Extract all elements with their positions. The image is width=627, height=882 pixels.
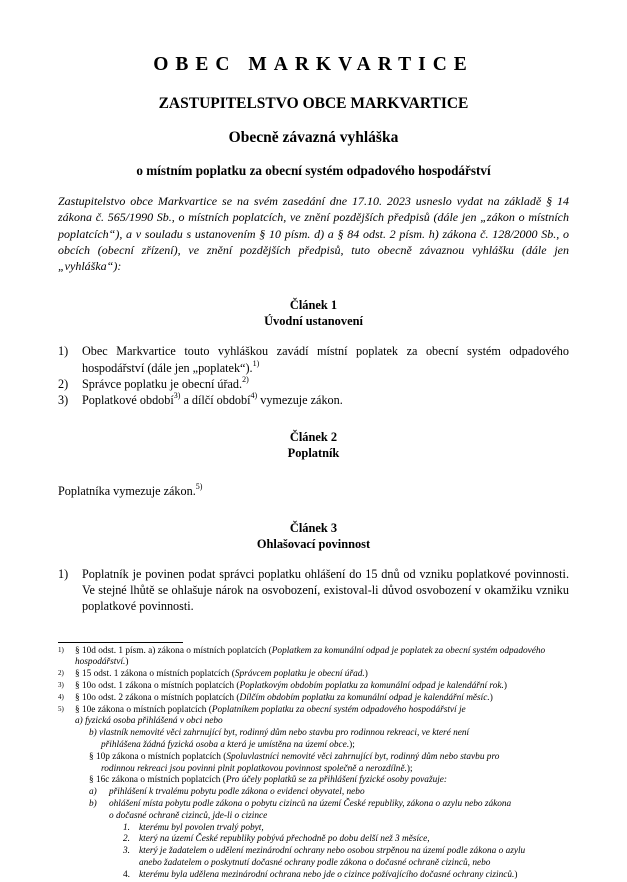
list-marker: 4. [123,869,130,880]
footnote-line [75,846,569,858]
footnote-quote: rodinnou rekreaci jsou povinni plnit poplatkovou povinnost společně a nerozdílně. [101,763,407,774]
footnote-quote: Poplatkovým obdobím poplatku za komunální odpad je kalendářní rok. [239,680,504,691]
municipality-heading: OBEC MARKVARTICE [153,54,474,75]
item-text: a dílčí období [180,393,251,408]
footnote-quote: kterému byl povolen trvalý pobyt, [139,822,264,833]
item-number: 2) [58,377,69,392]
article-2-body: Poplatníka vymezuje zákon. [58,483,196,498]
footnote-text: ) [503,680,507,691]
article-2-number: Článek 2 [289,429,338,444]
list-marker: 1. [123,822,130,833]
footnote-text: § 10o odst. 1 zákona o místních poplatcích ( [75,680,240,691]
footnote-text: § 10d odst. 1 písm. a) zákona o místních poplatcích ( [75,645,272,656]
footnote-quote: Dílčím obdobím poplatku za komunální odpad je kalendářní měsíc. [239,692,490,703]
footnote-quote: který je žadatelem o udělení mezinárodní ochrany nebo osobou strpěnou na území podle zákona o azylu [139,846,526,857]
item-number: 1) [58,344,69,359]
footnote-quote: ohlášení místa pobytu podle zákona o pobytu cizinců na území České republiky, zákona o azylu nebo zákona [109,798,512,809]
footnote-line [75,787,569,799]
list-marker: a) [89,787,97,798]
footnote-text: § 16c zákona o místních poplatcích ( [89,775,226,786]
footnote-3 [58,681,569,693]
document-subject-heading: o místním poplatku za obecní systém odpadového hospodářství [136,163,491,178]
footnote-line [75,858,569,870]
list-marker: 3. [123,846,130,857]
footnote-text: ); [406,763,413,774]
footnote-5 [58,705,569,882]
footnote-separator [58,642,183,643]
footnote-text: ) [514,869,518,880]
list-item [58,392,569,408]
footnote-quote: kterému byla udělena mezinárodní ochrana nebo jde o cizince požívajícího dočasné ochrany cizinců. [139,869,515,880]
footnote-line [75,823,569,835]
footnote-line [75,775,569,787]
footnote-text: ) [125,657,129,668]
footnote-line: b) vlastník nemovité věci zahrnující byt, rodinný dům nebo stavbu pro rodinnou rekreaci, ve které není [89,728,470,739]
footnote-text: ) [489,692,493,703]
footnote-mark: 1) [58,645,64,654]
footnote-line [75,740,569,752]
item-text: vymezuje zákon. [257,393,343,408]
footnote-mark: 3) [58,680,64,689]
footnote-2 [58,669,569,681]
list-marker: b) [89,798,97,809]
footnote-text: § 15 odst. 1 zákona o místních poplatcích ( [75,669,235,680]
list-item [58,376,569,392]
item-text: Správce poplatku je obecní úřad. [82,377,243,392]
article-1-list [58,343,569,408]
item-number: 1) [58,566,69,581]
council-heading: ZASTUPITELSTVO OBCE MARKVARTICE [158,95,469,112]
footnote-quote: Poplatkem za komunální odpad je poplatek za obecní systém odpadového hospodářství. [75,645,546,668]
footnote-line [75,752,569,764]
footnote-quote: Pro účely poplatků se za přihlášení fyzické osoby považuje: [225,775,448,786]
article-3-number: Článek 3 [289,520,338,535]
footnote-quote: Spoluvlastníci nemovité věci zahrnující byt, rodinný dům nebo stavbu pro [226,751,500,762]
footnote-line [75,799,569,811]
footnote-quote: Správcem poplatku je obecní úřad. [234,669,365,680]
footnote-quote: Poplatníkem poplatku za obecní systém odpadového hospodářství je [211,704,466,715]
footnote-line [75,870,569,882]
footnote-ref[interactable]: 5) [195,481,203,491]
footnote-quote: anebo žadatelem o poskytnutí dočasné ochrany podle zákona o dočasné ochraně cizinců, nebo [139,857,491,868]
list-marker: 2. [123,834,130,845]
article-3-list [58,566,569,615]
footnote-1 [58,646,569,670]
footnote-text: § 10p zákona o místních poplatcích ( [89,751,227,762]
item-number: 3) [58,393,69,408]
article-1-title: Úvodní ustanovení [264,314,363,329]
item-text: Obec Markvartice touto vyhláškou zavádí místní poplatek za obecní systém odpadového hospodářství (dále jen „poplatek“). [82,344,569,375]
footnote-line [75,764,569,776]
article-2-text [58,483,569,499]
footnote-mark: 2) [58,669,64,678]
article-1-number: Článek 1 [289,298,338,313]
footnote-ref[interactable]: 3) [173,391,181,401]
footnote-mark: 4) [58,692,64,701]
footnote-quote: který na území České republiky pobývá přechodně po dobu delší než 3 měsíce, [139,834,430,845]
footnote-line: a) fyzická osoba přihlášená v obci nebo [75,716,223,727]
footnote-ref[interactable]: 4) [250,391,258,401]
footnote-ref[interactable]: 1) [252,358,260,368]
preamble: Zastupitelstvo obce Markvartice se na svém zasedání dne 17.10. 2023 usneslo vydat na základě § 14 zákona č. 565/1990 Sb., o místních poplatcích, ve znění pozdějších předpisů (dále jen „zákon o místních poplatcích“), a v souladu s ustanovením § 10 písm. d) a § 84 odst. 2 písm. h) zákona č. 128/2000 Sb., o obcích (obecní zřízení), ve znění pozdějších předpisů, tuto obecně závaznou vyhlášku (dále jen „vyhláška“): [58,194,569,274]
list-item [58,566,569,615]
footnote-text: § 10o odst. 2 zákona o místních poplatcích ( [75,692,240,703]
footnote-text: § 10e zákona o místních poplatcích ( [75,704,212,715]
footnote-quote: o dočasné ochraně cizinců, jde-li o cizince [109,810,268,821]
footnote-line [75,811,569,823]
footnote-text: ); [349,739,355,750]
footnote-ref[interactable]: 2) [242,375,249,385]
footnote-4 [58,693,569,705]
footnote-mark: 5) [58,704,64,713]
footnote-line [75,705,569,717]
article-3-title: Ohlašovací povinnost [256,536,371,551]
item-text: Poplatník je povinen podat správci poplatku ohlášení do 15 dnů od vzniku poplatkové povinnosti. Ve stejné lhůtě se ohlašuje nárok na osvobození, existoval-li důvod osvobození v okamžiku vzniku poplatkové povinnosti. [82,566,569,614]
document-type-heading: Obecně závazná vyhláška [228,129,399,146]
footnote-text: ) [364,669,368,680]
footnote-quote: přihlášena žádná fyzická osoba a která je umístěna na území obce. [101,739,350,750]
footnotes [58,646,569,882]
list-item [58,343,569,376]
footnote-quote: přihlášení k trvalému pobytu podle zákona o evidenci obyvatel, nebo [109,787,365,798]
item-text: Poplatkové období [82,393,174,408]
footnote-line [75,834,569,846]
article-2-title: Poplatník [287,445,340,460]
